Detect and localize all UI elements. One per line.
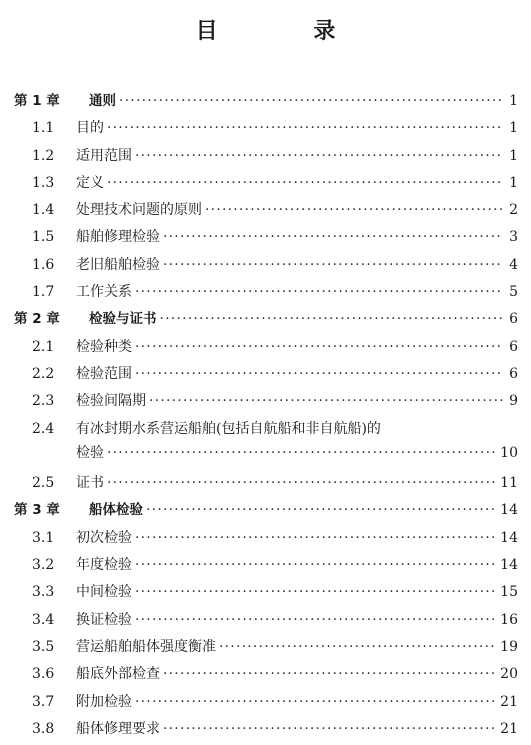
toc-section-2-4[interactable] [14,416,518,443]
entry-title: 年度检验 [76,557,132,574]
dot-leader [146,497,497,524]
entry-number: 1.2 [32,147,55,164]
entry-number: 1.1 [32,120,55,137]
entry-number: 1.6 [32,256,55,273]
entry-title: 中间检验 [76,584,132,601]
entry-title: 初次检验 [76,529,132,546]
dot-leader [160,306,504,333]
entry-number: 3.1 [32,529,55,546]
entry-page: 6 [509,365,518,382]
table-of-contents [14,88,518,743]
dot-leader [135,689,497,716]
dot-leader [163,252,503,279]
toc-section-1-7[interactable] [14,279,518,306]
dot-leader [219,634,497,661]
toc-section-2-2[interactable] [14,361,518,388]
dot-leader [135,579,497,606]
toc-section-1-6[interactable] [14,252,518,279]
entry-title: 通则 [89,93,116,109]
entry-title: 船体检验 [89,502,143,519]
entry-title: 目的 [76,120,104,137]
entry-title: 附加检验 [76,693,132,710]
toc-section-3-3[interactable] [14,579,518,606]
page-title: 目 录 [195,19,380,44]
entry-page: 6 [509,338,518,355]
entry-number: 3.3 [32,584,55,601]
entry-page: 21 [500,720,518,737]
dot-leader [135,525,497,552]
entry-number: 1.3 [32,174,55,191]
toc-section-2-3[interactable] [14,388,518,415]
dot-leader [205,197,503,224]
toc-section-1-3[interactable] [14,170,518,197]
entry-title: 检验种类 [76,338,132,355]
dot-leader [163,716,497,743]
entry-title: 换证检验 [76,611,132,628]
entry-title-continued: 检验 [76,444,104,461]
entry-title: 船底外部检查 [76,666,160,683]
dot-leader [135,361,503,388]
entry-number: 1.7 [32,284,55,301]
toc-section-3-7[interactable] [14,689,518,716]
entry-number: 3.8 [32,720,55,737]
entry-page: 19 [500,638,518,655]
entry-page: 14 [500,529,518,546]
dot-leader [107,115,503,142]
dot-leader [119,88,503,115]
entry-number: 3.6 [32,666,55,683]
entry-page: 14 [500,502,518,519]
entry-title: 处理技术问题的原则 [76,202,202,219]
entry-title: 定义 [76,174,104,191]
toc-section-3-5[interactable] [14,634,518,661]
entry-number: 3.2 [32,557,55,574]
entry-title: 有冰封期水系营运船舶(包括自航船和非自航船)的 [76,420,381,437]
entry-title: 营运船舶船体强度衡准 [76,638,216,655]
toc-section-2-4-continued[interactable] [14,443,518,470]
dot-leader [163,661,497,688]
entry-number: 3.5 [32,638,55,655]
entry-title: 检验范围 [76,365,132,382]
dot-leader [107,170,503,197]
entry-title: 工作关系 [76,284,132,301]
entry-number: 第 2 章 [14,311,60,328]
dot-leader [107,470,497,497]
entry-page: 20 [500,666,518,683]
toc-section-3-4[interactable] [14,607,518,634]
toc-section-1-1[interactable] [14,115,518,142]
dot-leader [135,279,503,306]
entry-page: 1 [509,93,518,109]
entry-number: 2.5 [32,475,55,492]
entry-title: 检验与证书 [89,311,157,328]
entry-page: 1 [509,147,518,164]
entry-number: 3.4 [32,611,55,628]
toc-section-3-1[interactable] [14,525,518,552]
entry-number: 2.1 [32,338,55,355]
entry-page: 1 [509,120,518,137]
entry-page: 2 [509,202,518,219]
entry-title: 船体修理要求 [76,720,160,737]
toc-section-1-4[interactable] [14,197,518,224]
entry-page: 21 [500,693,518,710]
toc-chapter-1[interactable] [14,88,518,115]
toc-chapter-3[interactable] [14,497,518,524]
toc-section-3-6[interactable] [14,661,518,688]
toc-section-1-2[interactable] [14,143,518,170]
dot-leader [135,334,503,361]
entry-title: 证书 [76,475,104,492]
toc-section-3-2[interactable] [14,552,518,579]
entry-page: 6 [509,311,518,328]
entry-page: 9 [509,393,518,410]
entry-page: 14 [500,557,518,574]
entry-number: 第 1 章 [14,93,60,109]
dot-leader [107,443,497,463]
entry-number: 2.2 [32,365,55,382]
dot-leader [163,224,503,251]
toc-section-3-8[interactable] [14,716,518,743]
entry-number: 1.5 [32,229,55,246]
entry-page: 3 [509,229,518,246]
toc-section-1-5[interactable] [14,224,518,251]
entry-page: 10 [500,444,518,461]
entry-page: 15 [500,584,518,601]
dot-leader [135,552,497,579]
entry-title: 船舶修理检验 [76,229,160,246]
toc-chapter-2[interactable] [14,306,518,333]
dot-leader [135,607,497,634]
entry-page: 11 [500,475,518,492]
entry-title: 老旧船舶检验 [76,256,160,273]
entry-title: 适用范围 [76,147,132,164]
entry-page: 5 [509,284,518,301]
entry-number: 1.4 [32,202,55,219]
entry-number: 2.3 [32,393,55,410]
entry-number: 第 3 章 [14,502,60,519]
dot-leader [135,143,503,170]
entry-number: 3.7 [32,693,55,710]
entry-title: 检验间隔期 [76,393,146,410]
dot-leader [149,388,503,415]
entry-page: 4 [509,256,518,273]
toc-section-2-1[interactable] [14,334,518,361]
entry-page: 1 [509,174,518,191]
entry-number: 2.4 [32,420,55,437]
entry-page: 16 [500,611,518,628]
toc-section-2-5[interactable] [14,470,518,497]
